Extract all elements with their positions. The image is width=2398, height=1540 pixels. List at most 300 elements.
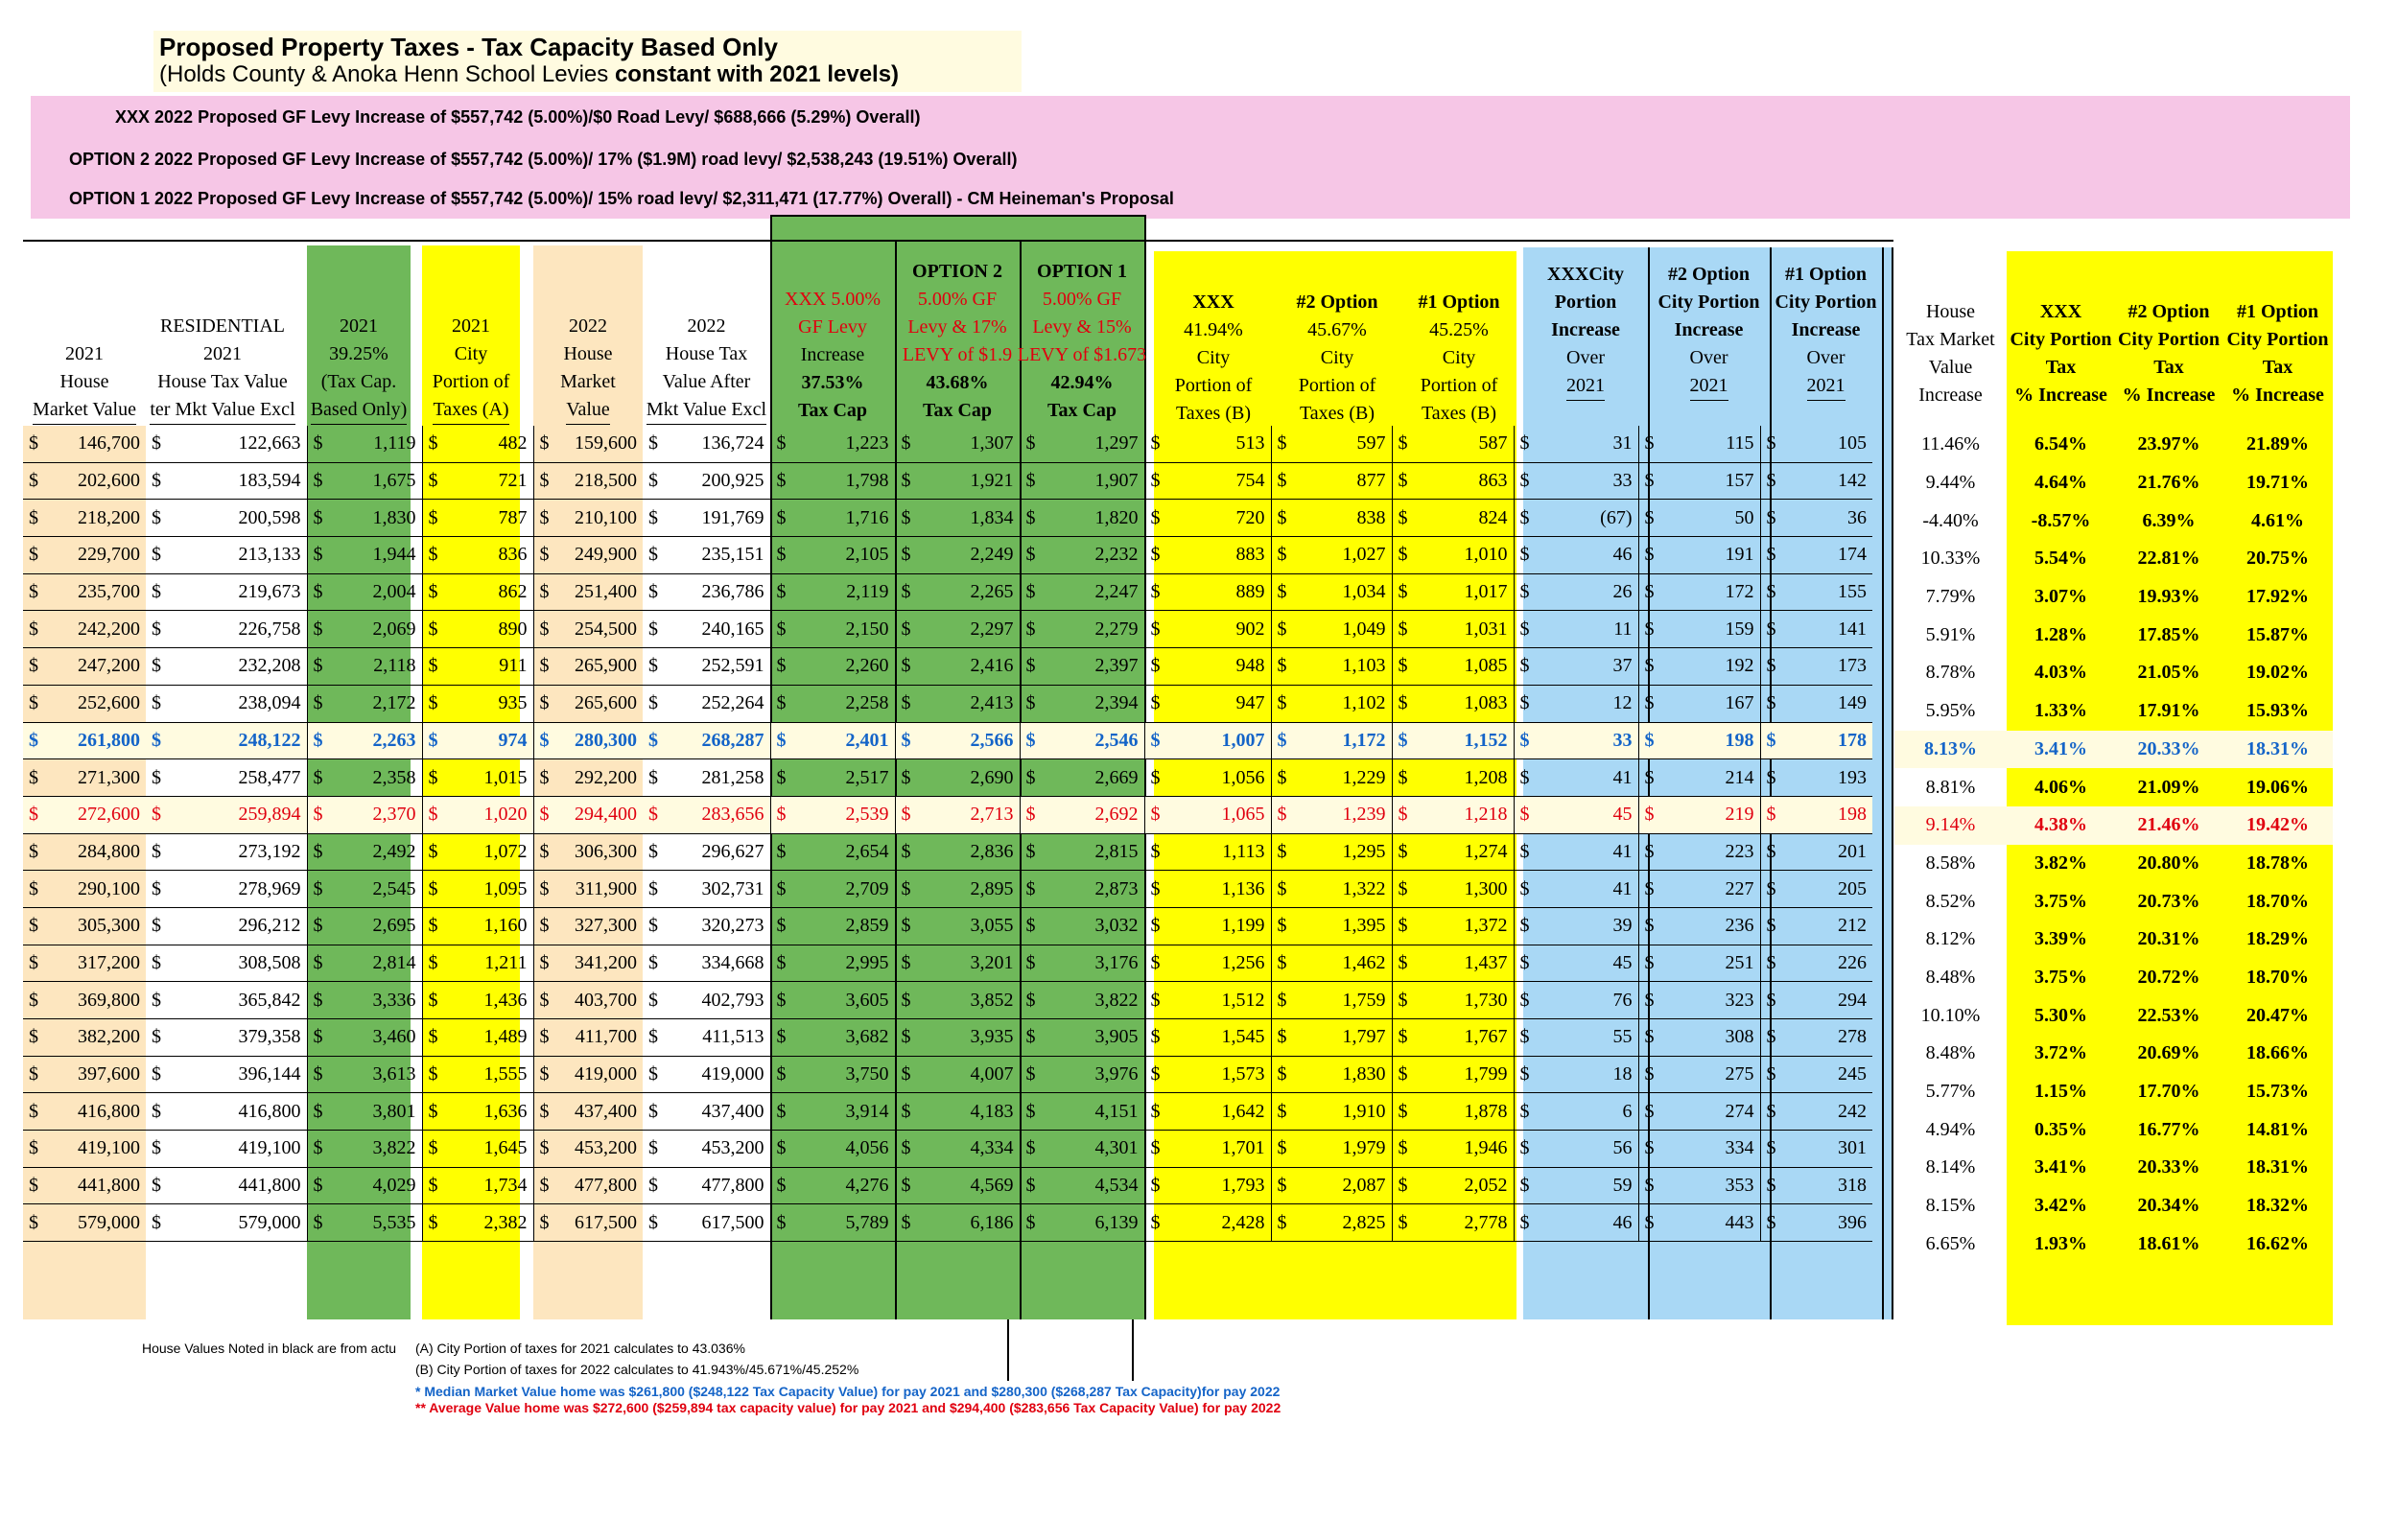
table-cell — [1392, 945, 1514, 982]
cell-content — [540, 544, 638, 566]
currency-symbol: $ — [1644, 989, 1655, 1011]
cell-content — [1399, 692, 1508, 714]
cell-value: 2,416 — [970, 655, 1014, 677]
tax-increase-cell: 19.42% — [2222, 806, 2333, 845]
cell-content — [902, 878, 1014, 900]
table-cell — [1392, 426, 1514, 462]
cell-content — [648, 730, 764, 752]
cell-content — [1767, 804, 1868, 826]
table-cell — [1760, 573, 1872, 611]
cell-value: 1,545 — [1221, 1026, 1265, 1048]
cell-value: 1,095 — [483, 877, 528, 899]
cell-value: 2,258 — [845, 692, 889, 714]
table-cell — [23, 537, 146, 574]
table-cell — [23, 945, 146, 982]
footnote-b: (B) City Portion of taxes for 2022 calculates to 41.943%/45.671%/45.252% — [415, 1362, 859, 1377]
cell-content — [1645, 618, 1754, 641]
table-cell — [1144, 500, 1271, 537]
table-cell — [1144, 796, 1271, 833]
cell-value: 1,085 — [1464, 655, 1508, 677]
cell-content — [1520, 1101, 1633, 1123]
cell-value: 365,842 — [238, 989, 301, 1011]
table-cell — [1020, 426, 1144, 462]
cell-value: 201 — [1838, 840, 1867, 862]
currency-symbol: $ — [1766, 1137, 1776, 1159]
cell-value: 1,921 — [970, 470, 1014, 492]
currency-symbol: $ — [648, 1026, 658, 1048]
cell-value: 1,229 — [1342, 766, 1386, 788]
cell-content — [1645, 952, 1754, 974]
cell-value: 1,734 — [483, 1175, 528, 1197]
header-text: XXX — [2039, 301, 2082, 322]
cell-content — [902, 841, 1014, 863]
table-cell — [422, 833, 533, 871]
cell-value: 2,815 — [1094, 840, 1139, 862]
cell-value: 2,690 — [970, 766, 1014, 788]
tax-increase-cell: 17.91% — [2137, 700, 2200, 722]
header-text: Portion of — [1420, 375, 1498, 396]
cell-content — [540, 804, 638, 826]
cell-content — [648, 1026, 764, 1048]
table-row — [23, 1019, 1872, 1057]
cell-value: 1,907 — [1094, 470, 1139, 492]
cell-content — [540, 1026, 638, 1048]
cell-content — [648, 507, 764, 529]
cell-value: 193 — [1838, 766, 1867, 788]
cell-value: 477,800 — [575, 1175, 637, 1197]
cell-value: 1,437 — [1464, 951, 1508, 973]
table-cell — [1271, 759, 1392, 797]
table-cell — [1514, 722, 1638, 759]
cell-content — [314, 804, 416, 826]
currency-symbol: $ — [539, 1100, 550, 1122]
currency-symbol: $ — [1766, 840, 1776, 862]
table-cell — [1020, 871, 1144, 908]
cell-value: 31 — [1612, 432, 1633, 455]
cell-value: 902 — [1235, 618, 1265, 640]
currency-symbol: $ — [539, 432, 550, 455]
cell-content — [1645, 878, 1754, 900]
table-cell — [1392, 537, 1514, 574]
table-cell — [146, 611, 307, 648]
percent-row — [1894, 921, 2333, 959]
cell-content — [648, 432, 764, 455]
table-cell — [1760, 1093, 1872, 1131]
cell-content — [152, 581, 301, 603]
currency-symbol: $ — [428, 1137, 438, 1159]
cell-content — [1645, 544, 1754, 566]
percent-row — [1894, 464, 2333, 502]
cell-content — [314, 841, 416, 863]
table-row — [23, 462, 1872, 500]
currency-symbol: $ — [152, 692, 161, 714]
currency-symbol: $ — [1277, 432, 1287, 455]
currency-symbol: $ — [428, 877, 438, 899]
table-cell — [1144, 871, 1271, 908]
currency-symbol: $ — [29, 655, 38, 677]
currency-symbol: $ — [152, 618, 161, 640]
cell-value: 948 — [1235, 655, 1265, 677]
cell-value: 242 — [1838, 1100, 1867, 1122]
currency-symbol: $ — [1766, 1026, 1776, 1048]
cell-value: 122,663 — [238, 432, 301, 455]
cell-value: 453,200 — [575, 1137, 637, 1159]
currency-symbol: $ — [1025, 655, 1036, 677]
currency-symbol: $ — [1644, 766, 1655, 788]
currency-symbol: $ — [1150, 581, 1161, 603]
cell-content — [1520, 1175, 1633, 1197]
currency-symbol: $ — [152, 506, 161, 528]
currency-symbol: $ — [1519, 1175, 1530, 1197]
tax-increase-cell: 18.78% — [2246, 852, 2309, 874]
cell-content — [1399, 1175, 1508, 1197]
header-residential-2021 — [146, 247, 299, 425]
table-cell — [643, 500, 770, 537]
table-cell — [1514, 685, 1638, 722]
cell-content — [648, 655, 764, 677]
table-cell — [23, 982, 146, 1019]
cell-content — [777, 544, 889, 566]
table-cell — [1514, 462, 1638, 500]
cell-value: 2,545 — [372, 877, 416, 899]
cell-content — [1399, 804, 1508, 826]
tax-increase-cell: 20.31% — [2137, 928, 2200, 950]
currency-symbol: $ — [1150, 655, 1161, 677]
cell-content — [540, 692, 638, 714]
currency-symbol: $ — [648, 1100, 658, 1122]
header-text: Portion of — [432, 371, 510, 392]
table-cell — [1144, 1204, 1271, 1242]
cell-content — [1026, 1026, 1139, 1048]
cell-value: 411,700 — [575, 1026, 637, 1048]
currency-symbol: $ — [1398, 655, 1408, 677]
cell-content — [1399, 432, 1508, 455]
cell-value: 382,200 — [78, 1026, 140, 1048]
table-cell — [1020, 1019, 1144, 1057]
cell-content — [1278, 1212, 1386, 1234]
currency-symbol: $ — [29, 692, 38, 714]
cell-value: 296,212 — [238, 915, 301, 937]
cell-content — [1026, 1212, 1139, 1234]
currency-symbol: $ — [428, 1100, 438, 1122]
header-text: 37.53% — [801, 372, 864, 393]
cell-content — [1026, 841, 1139, 863]
currency-symbol: $ — [1277, 470, 1287, 492]
table-cell — [422, 722, 533, 759]
table-cell — [895, 982, 1020, 1019]
currency-symbol: $ — [1519, 729, 1530, 751]
market-increase-cell: 9.44% — [1925, 472, 1976, 494]
percent-row — [1894, 731, 2333, 769]
header-text: #1 Option — [1418, 292, 1500, 313]
cell-value: 2,713 — [970, 804, 1014, 826]
cell-content — [1645, 1137, 1754, 1159]
cell-value: 258,477 — [238, 766, 301, 788]
cell-value: 579,000 — [78, 1211, 140, 1233]
cell-value: 46 — [1612, 544, 1633, 566]
table-cell — [307, 1056, 422, 1093]
cell-value: 294 — [1838, 989, 1867, 1011]
table-cell — [146, 426, 307, 462]
currency-symbol: $ — [539, 470, 550, 492]
cell-value: 183,594 — [238, 470, 301, 492]
table-cell — [422, 945, 533, 982]
table-cell — [1514, 871, 1638, 908]
cell-content — [902, 581, 1014, 603]
cell-value: 45 — [1612, 804, 1633, 826]
cell-value: 3,460 — [372, 1026, 416, 1048]
table-cell — [1144, 1167, 1271, 1204]
currency-symbol: $ — [1519, 544, 1530, 566]
cell-content — [429, 507, 528, 529]
table-cell — [1392, 1131, 1514, 1168]
currency-symbol: $ — [1766, 1100, 1776, 1122]
cell-value: 397,600 — [78, 1063, 140, 1085]
cell-content — [1767, 1212, 1868, 1234]
cell-value: 318 — [1838, 1175, 1867, 1197]
tax-increase-cell: 4.38% — [2007, 806, 2115, 845]
cell-content — [314, 767, 416, 789]
cell-value: 252,264 — [701, 692, 764, 714]
table-cell — [770, 796, 895, 833]
market-increase-cell: 8.14% — [1925, 1156, 1976, 1178]
cell-content — [29, 618, 140, 641]
cell-content — [540, 990, 638, 1012]
tax-increase-cell: 3.42% — [2034, 1195, 2087, 1217]
header-text: #1 Option — [2236, 301, 2319, 322]
cell-content — [1520, 952, 1633, 974]
table-cell — [422, 573, 533, 611]
currency-symbol: $ — [776, 432, 787, 455]
currency-symbol: $ — [152, 581, 161, 603]
currency-symbol: $ — [1766, 877, 1776, 899]
cell-content — [429, 878, 528, 900]
currency-symbol: $ — [648, 470, 658, 492]
table-cell — [770, 1056, 895, 1093]
table-cell — [1020, 500, 1144, 537]
currency-symbol: $ — [428, 1063, 438, 1085]
header-text: Value — [1928, 357, 1973, 378]
currency-symbol: $ — [1150, 915, 1161, 937]
percent-row — [1894, 996, 2333, 1035]
cell-content — [1767, 915, 1868, 937]
cell-content — [314, 507, 416, 529]
currency-symbol: $ — [1025, 951, 1036, 973]
table-row — [23, 759, 1872, 797]
cell-value: 1,372 — [1464, 915, 1508, 937]
currency-symbol: $ — [648, 432, 658, 455]
cell-content — [29, 841, 140, 863]
currency-symbol: $ — [1644, 840, 1655, 862]
table-cell — [895, 1204, 1020, 1242]
header-text: % Increase — [2231, 385, 2324, 406]
currency-symbol: $ — [1398, 840, 1408, 862]
cell-content — [429, 1101, 528, 1123]
cell-value: 2,859 — [845, 915, 889, 937]
table-cell — [422, 685, 533, 722]
document-subtitle — [159, 61, 899, 88]
currency-symbol: $ — [648, 506, 658, 528]
currency-symbol: $ — [1150, 692, 1161, 714]
cell-content — [1645, 432, 1754, 455]
cell-content — [429, 1137, 528, 1159]
cell-content — [777, 1212, 889, 1234]
cell-content — [152, 1175, 301, 1197]
table-cell — [643, 685, 770, 722]
cell-content — [1520, 1026, 1633, 1048]
currency-symbol: $ — [539, 692, 550, 714]
cell-content — [314, 990, 416, 1012]
cell-content — [1026, 915, 1139, 937]
cell-content — [29, 581, 140, 603]
footnote-rule-2 — [1132, 1319, 1134, 1381]
table-cell — [643, 611, 770, 648]
currency-symbol: $ — [648, 1175, 658, 1197]
header-market-increase — [1894, 251, 2007, 409]
tax-increase-cell: 16.77% — [2137, 1118, 2200, 1140]
percent-row — [1894, 616, 2333, 654]
currency-symbol: $ — [29, 951, 38, 973]
currency-symbol: $ — [29, 544, 38, 566]
currency-symbol: $ — [1150, 506, 1161, 528]
cell-content — [152, 952, 301, 974]
cell-value: 173 — [1838, 655, 1867, 677]
table-cell — [1638, 1056, 1760, 1093]
cell-content — [777, 432, 889, 455]
cell-content — [902, 730, 1014, 752]
cell-content — [1767, 767, 1868, 789]
cell-value: 2,382 — [483, 1211, 528, 1233]
table-cell — [307, 685, 422, 722]
table-cell — [533, 500, 643, 537]
currency-symbol: $ — [648, 729, 658, 751]
cell-content — [1278, 952, 1386, 974]
cell-content — [540, 507, 638, 529]
cell-content — [777, 730, 889, 752]
currency-symbol: $ — [428, 804, 438, 826]
cell-value: 242,200 — [78, 618, 140, 640]
currency-symbol: $ — [1398, 1063, 1408, 1085]
currency-symbol: $ — [1025, 1137, 1036, 1159]
cell-content — [1151, 915, 1265, 937]
cell-content — [777, 915, 889, 937]
cell-value: 2,401 — [845, 729, 889, 751]
cell-value: 3,852 — [970, 989, 1014, 1011]
header-text: Levy & 17% — [907, 316, 1007, 338]
cell-content — [1645, 1175, 1754, 1197]
cell-content — [314, 1063, 416, 1085]
tax-increase-cell: 18.32% — [2246, 1195, 2309, 1217]
tax-increase-cell: 18.70% — [2246, 890, 2309, 912]
cell-content — [1767, 544, 1868, 566]
cell-value: 1,015 — [483, 766, 528, 788]
currency-symbol: $ — [1025, 1175, 1036, 1197]
table-cell — [146, 796, 307, 833]
header-text: Tax Cap — [922, 400, 993, 421]
header-text: Over — [1806, 347, 1846, 368]
table-cell — [23, 722, 146, 759]
header-text: Taxes (B) — [1421, 403, 1497, 424]
table-cell — [146, 907, 307, 945]
cell-content — [1767, 692, 1868, 714]
cell-content — [1151, 507, 1265, 529]
currency-symbol: $ — [776, 804, 787, 826]
table-cell — [1392, 759, 1514, 797]
tax-increase-cell: 3.75% — [2034, 966, 2087, 988]
header-text: Value After — [662, 371, 751, 392]
table-row — [23, 1093, 1872, 1131]
cell-value: 597 — [1356, 432, 1386, 455]
currency-symbol: $ — [1277, 1211, 1287, 1233]
cell-value: 227 — [1725, 877, 1754, 899]
table-cell — [770, 982, 895, 1019]
currency-symbol: $ — [1277, 581, 1287, 603]
table-cell — [895, 685, 1020, 722]
percent-row — [1894, 1073, 2333, 1111]
cell-value: 252,600 — [78, 692, 140, 714]
cell-content — [1399, 618, 1508, 641]
table-cell — [1144, 462, 1271, 500]
cell-value: 2,413 — [970, 692, 1014, 714]
currency-symbol: $ — [428, 432, 438, 455]
currency-symbol: $ — [29, 1137, 38, 1159]
cell-value: 1,056 — [1221, 766, 1265, 788]
currency-symbol: $ — [1519, 766, 1530, 788]
currency-symbol: $ — [1150, 766, 1161, 788]
cell-value: 235,700 — [78, 581, 140, 603]
cell-content — [1026, 1175, 1139, 1197]
cell-content — [1399, 544, 1508, 566]
cell-value: 2,566 — [970, 729, 1014, 751]
currency-symbol: $ — [901, 840, 911, 862]
cell-content — [1399, 581, 1508, 603]
table-cell — [1760, 945, 1872, 982]
cell-value: 232,208 — [238, 655, 301, 677]
table-cell — [23, 1131, 146, 1168]
currency-symbol: $ — [313, 1026, 323, 1048]
cell-value: 2,995 — [845, 951, 889, 973]
cell-value: 2,004 — [372, 581, 416, 603]
cell-value: 721 — [498, 470, 528, 492]
header-text: #2 Option — [1667, 264, 1751, 285]
table-cell — [422, 611, 533, 648]
table-cell — [1760, 1167, 1872, 1204]
cell-content — [314, 915, 416, 937]
cell-value: 5,535 — [372, 1211, 416, 1233]
table-cell — [533, 1019, 643, 1057]
table-cell — [533, 759, 643, 797]
cell-value: 290,100 — [78, 877, 140, 899]
cell-content — [1645, 655, 1754, 677]
table-cell — [533, 537, 643, 574]
currency-symbol: $ — [29, 470, 38, 492]
table-cell — [422, 982, 533, 1019]
cell-value: 275 — [1725, 1063, 1754, 1085]
cell-value: 167 — [1725, 692, 1754, 714]
currency-symbol: $ — [1150, 470, 1161, 492]
cell-content — [540, 767, 638, 789]
table-cell — [533, 1056, 643, 1093]
table-cell — [1392, 833, 1514, 871]
header-text: Based Only) — [311, 396, 408, 425]
currency-symbol: $ — [29, 1026, 38, 1048]
cell-value: 265,900 — [575, 655, 637, 677]
tax-increase-cell: 18.70% — [2246, 966, 2309, 988]
currency-symbol: $ — [648, 915, 658, 937]
cell-content — [1645, 767, 1754, 789]
cell-content — [777, 878, 889, 900]
currency-symbol: $ — [1150, 1137, 1161, 1159]
